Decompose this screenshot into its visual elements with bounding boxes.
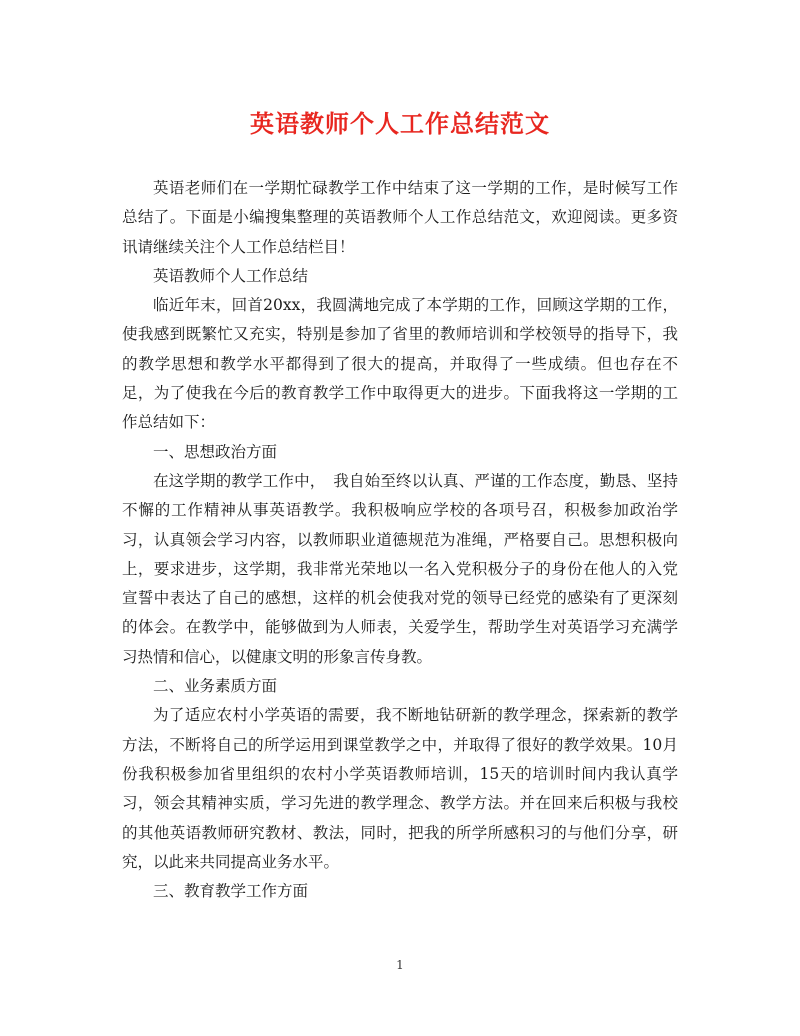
document-title: 英语教师个人工作总结范文 bbox=[250, 109, 550, 138]
paragraph-overview: 临近年末，回首20xx，我圆满地完成了本学期的工作，回顾这学期的工作，使我感到既繁忙又充实，特别是参加了省里的教师培训和学校领导的指导下，我的教学思想和教学水平都得到了很大的提高，并取得了一些成绩。但也存在不足，为了使我在今后的教育教学工作中取得更大的进步。下面我将这一学期的工作总结如下： bbox=[122, 296, 678, 432]
paragraph-political: 在这学期的教学工作中， 我自始至终以认真、严谨的工作态度，勤恳、坚持不懈的工作精神从事英语教学。我积极响应学校的各项号召，积极参加政治学习，认真领会学习内容，以教师职业道德规范为准绳，严格要自己。思想积极向上，要求进步，这学期，我非常光荣地以一名入党积极分子的身份在他人的入党宣誓中表达了自己的感想，这样的机会使我对党的领导已经党的感染有了更深刻的体会。在教学中，能够做到为人师表，关爱学生，帮助学生对英语学习充满学习热情和信心，以健康文明的形象言传身教。 bbox=[122, 471, 678, 666]
section-heading-professional: 二、业务素质方面 bbox=[153, 677, 278, 696]
paragraph-intro: 英语老师们在一学期忙碌教学工作中结束了这一学期的工作，是时候写工作总结了。下面是小编搜集整理的英语教师个人工作总结范文，欢迎阅读。更多资讯请继续关注个人工作总结栏目！ bbox=[122, 179, 678, 256]
document-body bbox=[122, 174, 678, 906]
paragraph-professional: 为了适应农村小学英语的需要，我不断地钻研新的教学理念，探索新的教学方法，不断将自己的所学运用到课堂教学之中，并取得了很好的教学效果。10月份我积极参加省里组织的农村小学英语教师培训，15天的培训时间内我认真学习，领会其精神实质，学习先进的教学理念、教学方法。并在回来后积极与我校的其他英语教师研究教材、教法，同时，把我的所学所感积习的与他们分享，研究，以此来共同提高业务水平。 bbox=[122, 706, 678, 871]
section-heading-teaching: 三、教育教学工作方面 bbox=[153, 882, 309, 901]
paragraph-subtitle: 英语教师个人工作总结 bbox=[153, 266, 309, 285]
section-heading-political: 一、思想政治方面 bbox=[153, 442, 278, 461]
page-number: 1 bbox=[396, 958, 404, 972]
